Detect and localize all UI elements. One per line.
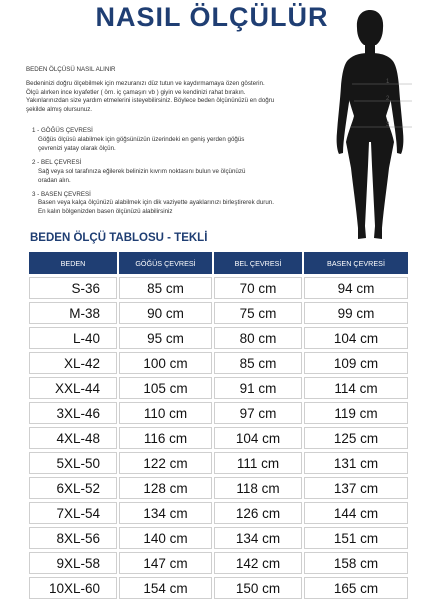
silhouette-shape <box>337 10 404 239</box>
table-row <box>29 477 408 499</box>
cell-chest: 128 cm <box>119 477 212 499</box>
chest-line: çevrenizi yatay olarak ölçün. <box>38 144 116 152</box>
cell-waist: 97 cm <box>214 402 302 424</box>
cell-size: S-36 <box>29 277 117 299</box>
intro-line: Bedeninizi doğru ölçebilmek için mezuranızı düz tutun ve kaydırmamaya özen gösterin. <box>26 80 265 87</box>
size-table <box>27 249 410 602</box>
table-row <box>29 402 408 424</box>
cell-size: 7XL-54 <box>29 502 117 524</box>
cell-chest: 105 cm <box>119 377 212 399</box>
cell-size: 3XL-46 <box>29 402 117 424</box>
cell-hip: 144 cm <box>304 502 408 524</box>
cell-chest: 90 cm <box>119 302 212 324</box>
cell-chest: 110 cm <box>119 402 212 424</box>
cell-size: L-40 <box>29 327 117 349</box>
hip-line: Basen veya kalça ölçünüzü alabilmek için dik vaziyette ayaklarınızı birleştirerek durun. <box>38 199 274 206</box>
chest-title: 1 - GÖĞÜS ÇEVRESİ <box>32 127 93 134</box>
cell-waist: 104 cm <box>214 427 302 449</box>
cell-chest: 95 cm <box>119 327 212 349</box>
chest-marker: 1 <box>386 79 390 85</box>
cell-size: 10XL-60 <box>29 577 117 599</box>
cell-chest: 122 cm <box>119 452 212 474</box>
cell-size: 4XL-48 <box>29 427 117 449</box>
intro-text <box>26 80 316 114</box>
hip-title: 3 - BASEN ÇEVRESİ <box>32 191 91 198</box>
table-row <box>29 577 408 599</box>
table-header-row <box>29 252 408 274</box>
cell-size: 6XL-52 <box>29 477 117 499</box>
intro-line: Yakınlarınızdan size yardım etmelerini isteyebilirsiniz. Böylece beden ölçününüzü en doğru <box>26 97 275 105</box>
hip-line: En kalın bölgenizden basen ölçünüzü alabilirsiniz <box>38 207 173 215</box>
table-row <box>29 377 408 399</box>
intro-line: Ölçü alırken ince kıyafetler ( örn. iç çamaşırı vb ) giyin ve kendinizi rahat bırakın. <box>26 88 246 96</box>
cell-hip: 137 cm <box>304 477 408 499</box>
body-silhouette-figure <box>318 6 418 244</box>
cell-hip: 119 cm <box>304 402 408 424</box>
cell-size: 5XL-50 <box>29 452 117 474</box>
cell-hip: 158 cm <box>304 552 408 574</box>
table-row <box>29 277 408 299</box>
hip-text <box>38 199 308 216</box>
cell-chest: 85 cm <box>119 277 212 299</box>
table-row <box>29 327 408 349</box>
cell-chest: 140 cm <box>119 527 212 549</box>
cell-hip: 104 cm <box>304 327 408 349</box>
cell-hip: 94 cm <box>304 277 408 299</box>
table-row <box>29 302 408 324</box>
cell-chest: 134 cm <box>119 502 212 524</box>
waist-marker: 2 <box>386 96 390 102</box>
cell-hip: 151 cm <box>304 527 408 549</box>
cell-waist: 70 cm <box>214 277 302 299</box>
table-row <box>29 427 408 449</box>
cell-hip: 131 cm <box>304 452 408 474</box>
cell-waist: 85 cm <box>214 352 302 374</box>
cell-chest: 147 cm <box>119 552 212 574</box>
waist-line: oradan alın. <box>38 176 71 184</box>
cell-hip: 125 cm <box>304 427 408 449</box>
cell-hip: 99 cm <box>304 302 408 324</box>
cell-size: 9XL-58 <box>29 552 117 574</box>
chest-text <box>38 136 308 153</box>
table-title: BEDEN ÖLÇÜ TABLOSU - TEKLİ <box>30 232 208 244</box>
waist-text <box>38 168 308 185</box>
cell-waist: 134 cm <box>214 527 302 549</box>
cell-hip: 165 cm <box>304 577 408 599</box>
cell-waist: 80 cm <box>214 327 302 349</box>
header-hip: BASEN ÇEVRESİ <box>304 252 408 274</box>
cell-size: 8XL-56 <box>29 527 117 549</box>
hip-marker: 3 <box>386 122 390 128</box>
header-chest: GÖĞÜS ÇEVRESİ <box>119 252 212 274</box>
table-row <box>29 502 408 524</box>
cell-waist: 142 cm <box>214 552 302 574</box>
cell-waist: 75 cm <box>214 302 302 324</box>
table-row <box>29 552 408 574</box>
waist-title: 2 - BEL ÇEVRESİ <box>32 159 82 166</box>
cell-size: XXL-44 <box>29 377 117 399</box>
cell-size: M-38 <box>29 302 117 324</box>
header-size: BEDEN <box>29 252 117 274</box>
intro-heading: BEDEN ÖLÇÜSÜ NASIL ALINIR <box>26 66 116 73</box>
cell-size: XL-42 <box>29 352 117 374</box>
table-row <box>29 527 408 549</box>
chest-line: Göğüs ölçüsü alabilmek için göğsünüzün üzerindeki en geniş yerden göğüs <box>38 136 245 143</box>
cell-waist: 126 cm <box>214 502 302 524</box>
cell-waist: 118 cm <box>214 477 302 499</box>
table-row <box>29 452 408 474</box>
header-waist: BEL ÇEVRESİ <box>214 252 302 274</box>
cell-waist: 91 cm <box>214 377 302 399</box>
cell-chest: 116 cm <box>119 427 212 449</box>
cell-hip: 114 cm <box>304 377 408 399</box>
cell-waist: 150 cm <box>214 577 302 599</box>
cell-chest: 154 cm <box>119 577 212 599</box>
page-title: NASIL ÖLÇÜLÜR <box>95 2 329 32</box>
cell-chest: 100 cm <box>119 352 212 374</box>
table-row <box>29 352 408 374</box>
waist-line: Sağ veya sol tarafınıza eğilerek belinizin kıvrım noktasını bulun ve ölçünüzü <box>38 168 246 175</box>
cell-waist: 111 cm <box>214 452 302 474</box>
intro-line: şekilde almış olursunuz. <box>26 105 93 113</box>
cell-hip: 109 cm <box>304 352 408 374</box>
